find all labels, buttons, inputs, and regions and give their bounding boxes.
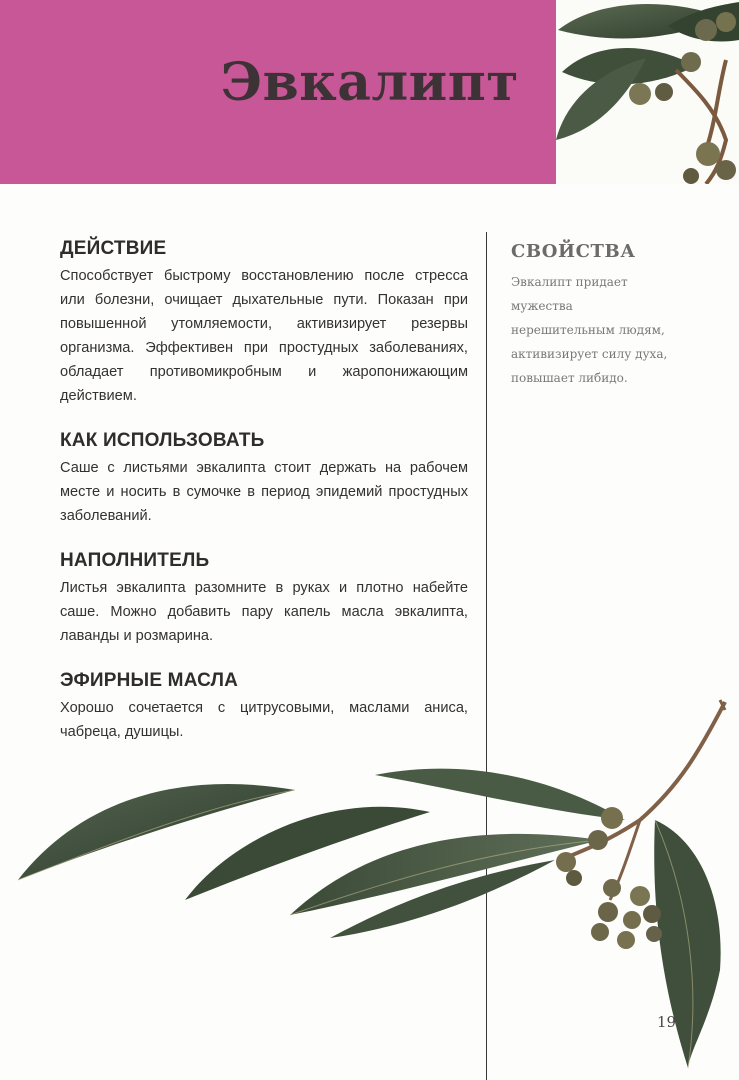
eucalyptus-bottom-image <box>0 690 739 1080</box>
page-title: Эвкалипт <box>220 52 519 113</box>
section-usage <box>60 428 468 528</box>
section-text: Листья эвкалипта разомните в руках и плотно набейте саше. Можно добавить пару капель масла эвкалипта, лаванды и розмарина. <box>60 580 468 644</box>
section-text: Способствует быстрому восстановлению после стресса или болезни, очищает дыхательные пути. Показан при повышенной утомляемости, активизирует резервы организма. Эффективен при простудных заболеваниях, обладает противомикробным и жаропонижающим действием. <box>60 268 468 404</box>
section-filler <box>60 548 468 648</box>
section-action <box>60 236 468 408</box>
sidebar-column <box>511 240 679 390</box>
section-text: Саше с листьями эвкалипта стоит держать на рабочем месте и носить в сумочке в период эпидемий простудных заболеваний. <box>60 460 468 524</box>
section-text: Хорошо сочетается с цитрусовыми, маслами аниса, чабреца, душицы. <box>60 700 468 740</box>
sidebar-title: СВОЙСТВА <box>511 241 636 262</box>
section-heading: ЭФИРНЫЕ МАСЛА <box>60 670 239 691</box>
page-number: 19 <box>657 1013 677 1031</box>
section-heading: НАПОЛНИТЕЛЬ <box>60 550 210 571</box>
sidebar-text: Эвкалипт придает мужества нерешительным людям, активизирует силу духа, повышает либидо. <box>511 275 668 385</box>
main-column <box>60 236 468 764</box>
section-heading: ДЕЙСТВИЕ <box>60 238 167 259</box>
eucalyptus-top-image <box>556 0 739 184</box>
section-heading: КАК ИСПОЛЬЗОВАТЬ <box>60 430 265 451</box>
